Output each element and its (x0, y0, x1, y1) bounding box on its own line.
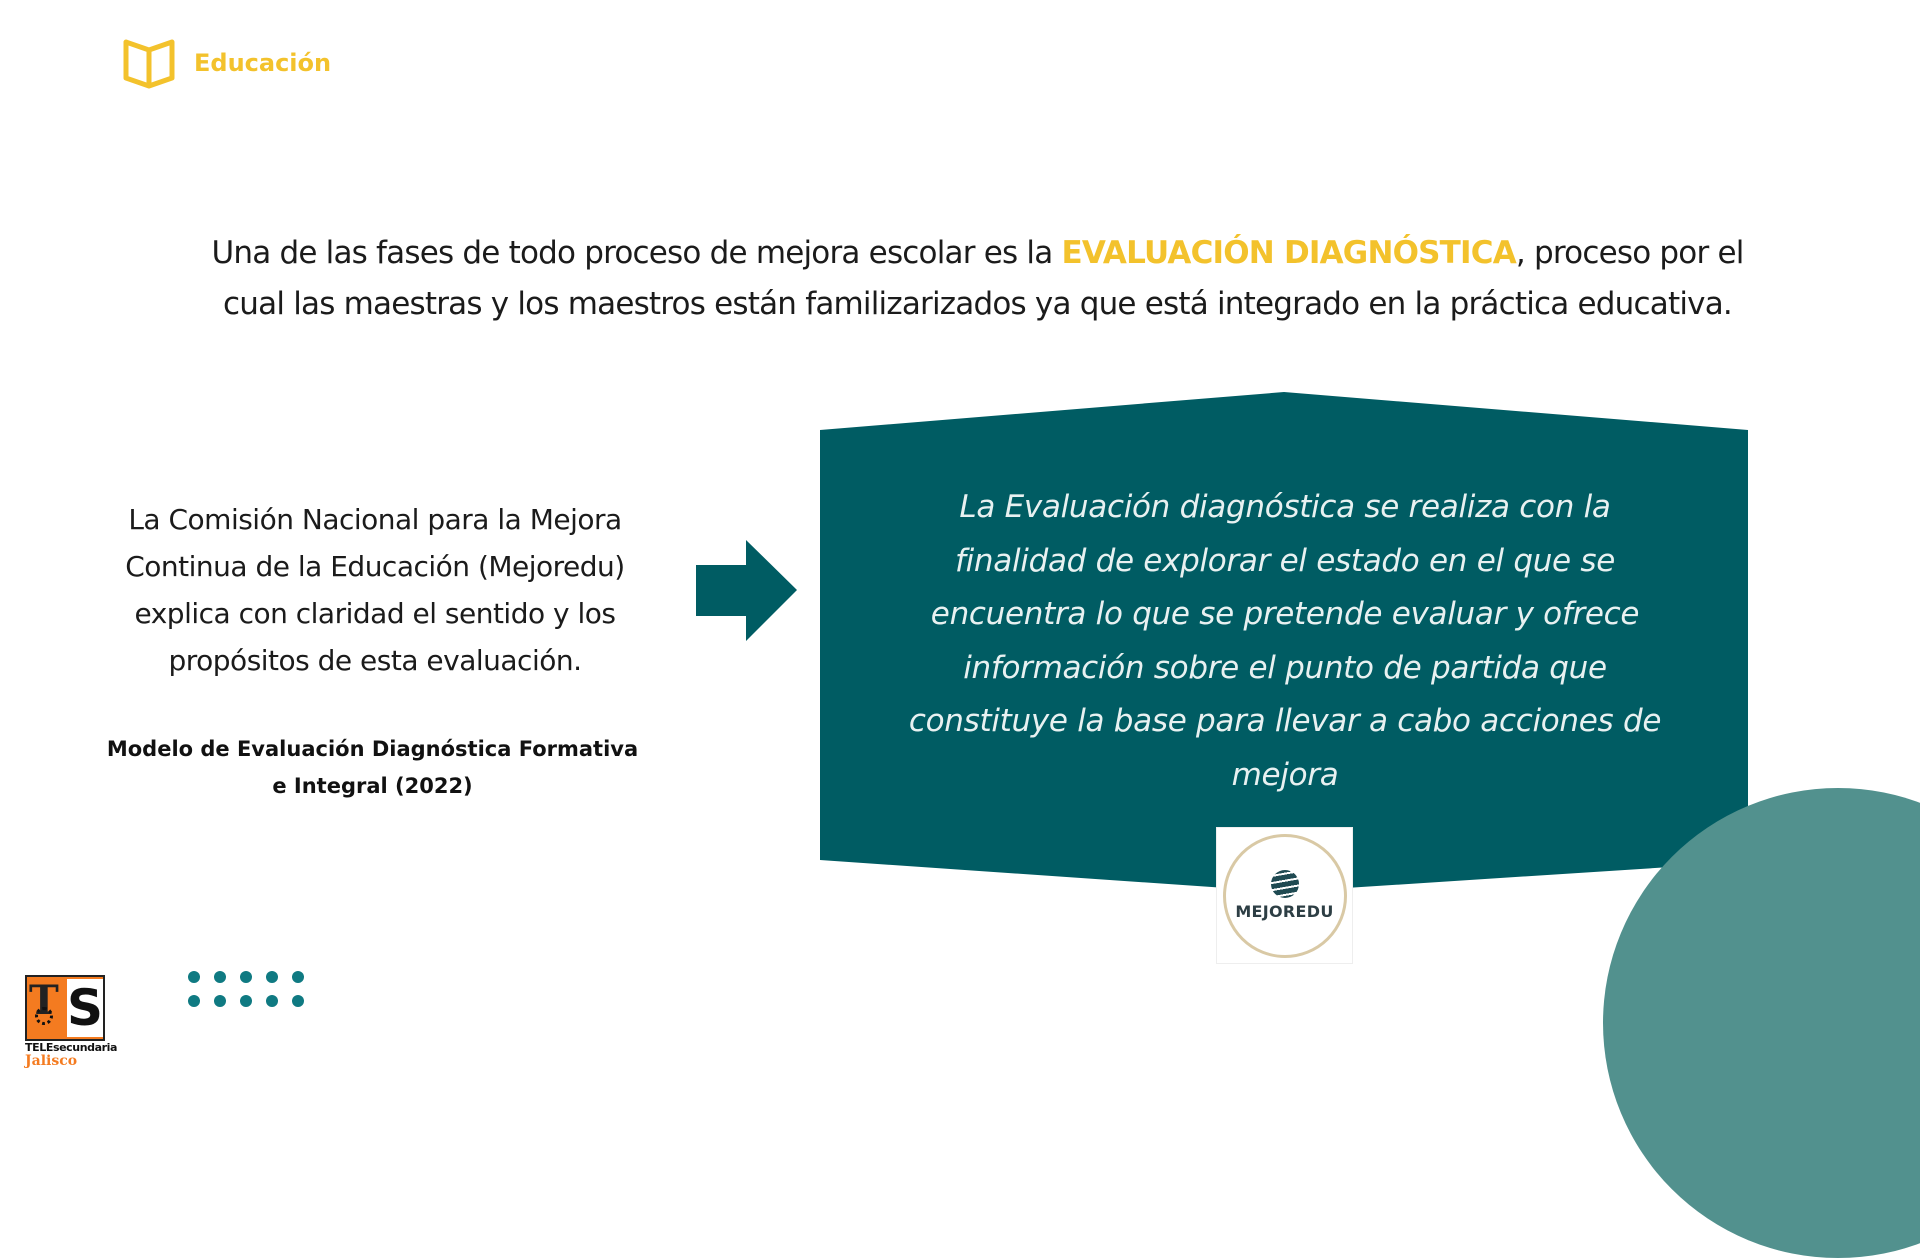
dot (266, 971, 278, 983)
ts-line-1: TELEsecundaria (25, 1041, 118, 1054)
dot (188, 995, 200, 1007)
dot (240, 995, 252, 1007)
dot (266, 995, 278, 1007)
intro-text-before: Una de las fases de todo proceso de mejora escolar es la (211, 235, 1062, 271)
source-citation: Modelo de Evaluación Diagnóstica Formativa e Integral (2022) (106, 737, 639, 798)
intro-paragraph (200, 228, 1755, 330)
ts-emblem (25, 975, 105, 1041)
mejoredu-logo (1216, 827, 1353, 964)
ts-letter-t: T (29, 977, 59, 1024)
gear-icon (35, 1007, 53, 1025)
arrow-right-icon (696, 540, 798, 642)
dot (292, 995, 304, 1007)
ts-letter-s: S (67, 979, 104, 1037)
mejoredu-description: La Comisión Nacional para la Mejora Continua de la Educación (Mejoredu) explica con claridad el sentido y los propósitos de esta evaluación. (125, 503, 625, 677)
globe-icon (1271, 870, 1299, 898)
header (122, 36, 331, 90)
intro-text-after: , proceso por el cual las maestras y los maestros están familizarizados ya que está integrado en la práctica educativa. (223, 235, 1744, 322)
dot (214, 995, 226, 1007)
dot-pattern (188, 971, 306, 1007)
header-label: Educación (194, 49, 332, 77)
ts-line-2: Jalisco (25, 1053, 78, 1069)
logo-wordmark: MEJOREDU (1235, 902, 1334, 921)
book-icon (122, 36, 176, 90)
definition-quote: La Evaluación diagnóstica se realiza con la finalidad de explorar el estado en el que se encuentra lo que se pretende evaluar y ofrece información sobre el punto de partida que constituye la base para llevar a cabo acciones de mejora (908, 489, 1662, 793)
intro-highlight: EVALUACIÓN DIAGNÓSTICA (1061, 235, 1516, 271)
dot (188, 971, 200, 983)
logo-ring (1223, 834, 1347, 958)
dot (292, 971, 304, 983)
dot (214, 971, 226, 983)
dot (240, 971, 252, 983)
telesecundaria-logo (25, 975, 118, 1069)
